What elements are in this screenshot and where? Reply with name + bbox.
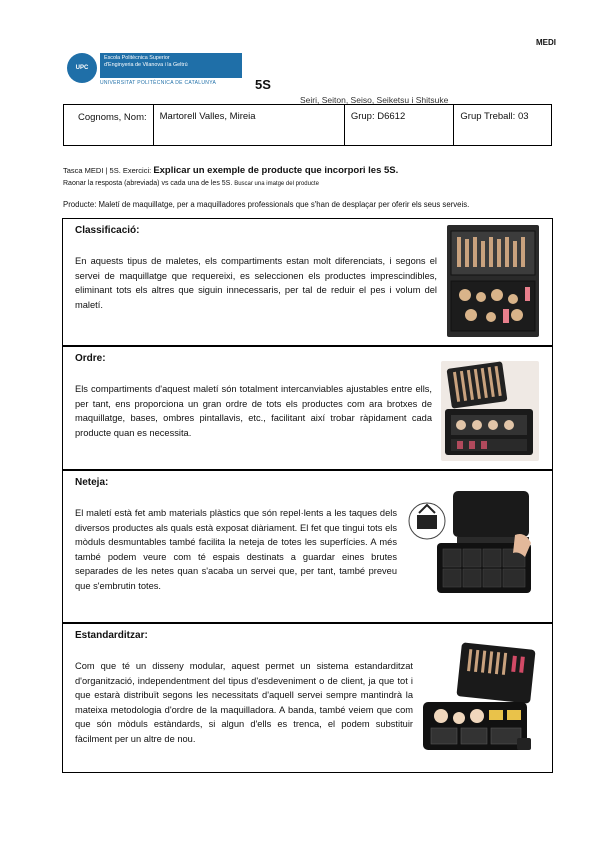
reason-line	[63, 180, 319, 187]
page-title: 5S	[255, 77, 271, 92]
name-label: Cognoms, Nom:	[64, 105, 154, 145]
open-case-photo	[441, 361, 539, 461]
makeup-case-photo	[447, 225, 539, 337]
school-logo	[67, 53, 242, 89]
logo-university: UNIVERSITAT POLITÈCNICA DE CATALUNYA	[100, 80, 217, 86]
modular-case-photo	[419, 642, 539, 760]
upc-seal-icon: UPC	[67, 53, 97, 83]
student-name: Martorell Valles, Mireia	[154, 105, 345, 145]
section-heading: Neteja:	[75, 477, 109, 488]
page-subtitle: Seiri, Seiton, Seiso, Seiketsu i Shitsuke	[300, 95, 449, 105]
section-body: En aquests tipus de maletes, els compartiments estan molt diferenciats, i segons el servei de maquillatge que requereixi, es seleccionen els productes imprescindibles, eliminant tots els altres que siguin innecessaris, per tal de reduir el pes i volum del maletí.	[75, 256, 437, 310]
reason-small: Buscar una imatge del producte	[234, 181, 319, 187]
logo-line-1: Escola Politècnica Superior	[104, 55, 170, 61]
section-body: Com que té un disseny modular, aquest permet un sistema estandarditzat d'organització, independentment del tipus d'esdeveniment o de client, ja que tot i que estarà distribuït segons les necessitats d'aquell servei sempre mantindrà la mateixa metodologia d'ordre de la maquilladora. A banda, també veiem que com que són mòduls estàndards, si algun d'ells es trenca, el podem substituir fàcilment per un altre de nou.	[75, 661, 413, 744]
logo-line-2: d'Enginyeria de Vilanova i la Geltrú	[104, 62, 188, 68]
group-code: Grup: D6612	[345, 105, 455, 145]
section-body: El maletí està fet amb materials plàstics que són repel·lents a les taques dels diversos productes als quals està exposat diàriament. El fet que tingui tots els mòduls desmuntables també facilita la neteja de totes les superfícies. A més també podem veure com té espais destinats a guardar eines brutes separades de les netes quan s'acaba un servei que, per tant, també preveu que s'embrutin totes.	[75, 508, 397, 591]
task-line	[63, 165, 398, 176]
section-heading: Ordre:	[75, 353, 106, 364]
student-info-table	[63, 104, 552, 146]
reason-main: Raonar la resposta (abreviada) vs cada una de les 5S.	[63, 180, 233, 187]
section-ordre	[62, 346, 553, 470]
task-prefix: Tasca MEDI | 5S. Exercici:	[63, 166, 154, 175]
product-line: Producte: Maletí de maquillatge, per a maquilladores professionals que s'han de desplaçar per oferir els seus serveis.	[63, 200, 470, 209]
section-estandarditzar	[62, 623, 553, 773]
section-heading: Classificació:	[75, 225, 140, 236]
section-neteja	[62, 470, 553, 623]
task-text: Explicar un exemple de producte que incorpori les 5S.	[153, 165, 399, 176]
team-number: Grup Treball: 03	[460, 111, 529, 122]
logo-banner	[100, 53, 242, 78]
clean-case-photo	[407, 485, 539, 601]
section-body: Els compartiments d'aquest maletí són totalment intercanviables ajustables entre ells, per tant, ens proporciona un gran ordre de tots els productes com ara brotxes de maquillatge, bases, ombres pintallavis, etc., facilitant així trobar ràpidament cada producte quan es necessita.	[75, 384, 432, 438]
section-classificacio	[62, 218, 553, 346]
document-code: MEDI	[536, 38, 556, 47]
section-heading: Estandarditzar:	[75, 630, 148, 641]
